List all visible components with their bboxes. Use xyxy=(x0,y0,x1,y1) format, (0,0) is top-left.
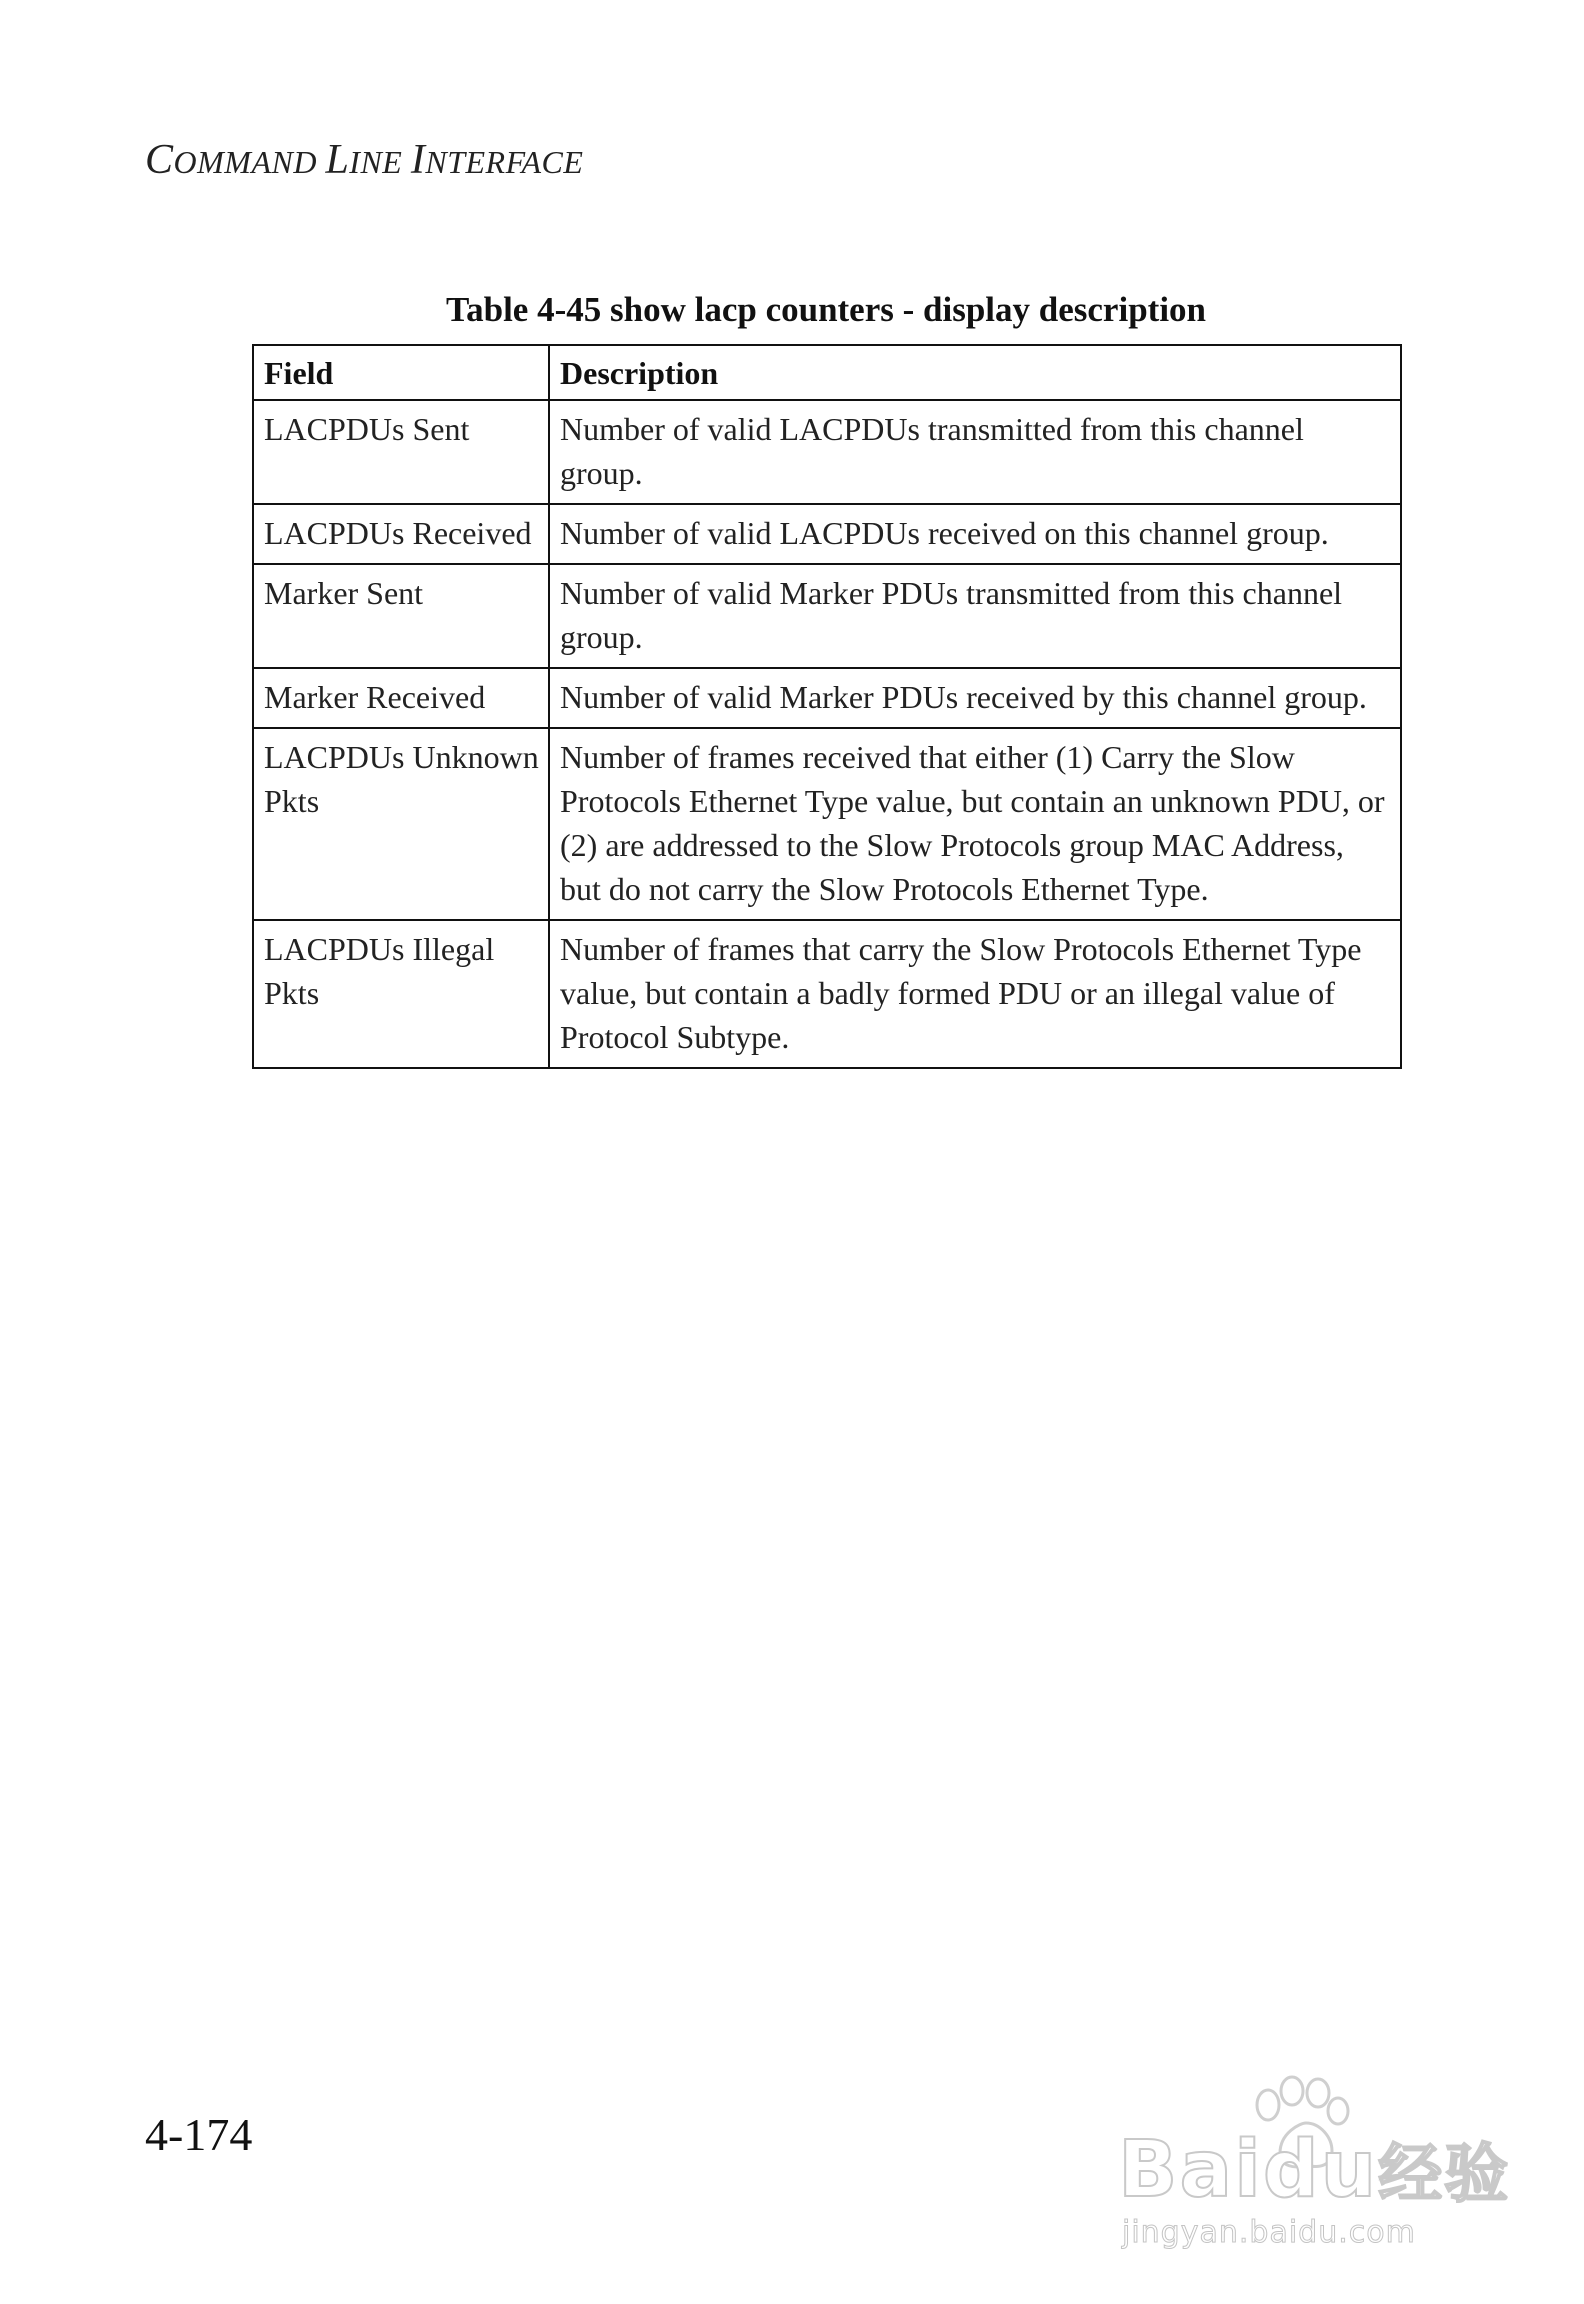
field-cell: LACPDUs Unknown Pkts xyxy=(253,728,549,920)
table-row xyxy=(253,728,1401,920)
running-header-word-3: INTERFACE xyxy=(410,137,584,183)
table-row xyxy=(253,400,1401,504)
table-row xyxy=(253,920,1401,1068)
field-cell: Marker Sent xyxy=(253,564,549,668)
running-header xyxy=(145,136,583,184)
description-table xyxy=(252,344,1402,1069)
field-cell: LACPDUs Illegal Pkts xyxy=(253,920,549,1068)
baidu-jingyan-watermark xyxy=(1110,2075,1511,2250)
table-header-row xyxy=(253,345,1401,400)
watermark-site: jingyan.baidu.com xyxy=(1122,2215,1416,2250)
description-cell: Number of valid Marker PDUs transmitted from this channel group. xyxy=(549,564,1401,668)
table-row xyxy=(253,668,1401,728)
description-cell: Number of valid Marker PDUs received by this channel group. xyxy=(549,668,1401,728)
watermark-brand-du: du xyxy=(1262,2125,1379,2215)
table-row xyxy=(253,564,1401,668)
watermark-brand xyxy=(1118,2123,1510,2215)
description-cell: Number of frames that carry the Slow Protocols Ethernet Type value, but contain a badly formed PDU or an illegal value of Protocol Subtype. xyxy=(549,920,1401,1068)
column-header-description: Description xyxy=(549,345,1401,400)
table-row xyxy=(253,504,1401,564)
field-cell: LACPDUs Received xyxy=(253,504,549,564)
description-cell: Number of frames received that either (1) Carry the Slow Protocols Ethernet Type value, but contain an unknown PDU, or (2) are addressed to the Slow Protocols group MAC Address, but do not carry the Slow Protocols Ethernet Type. xyxy=(549,728,1401,920)
watermark-brand-cn: 经验 xyxy=(1378,2138,1511,2212)
description-cell: Number of valid LACPDUs received on this channel group. xyxy=(549,504,1401,564)
page-number: 4-174 xyxy=(145,2109,253,2160)
running-header-word-2: LINE xyxy=(325,137,411,183)
field-cell: Marker Received xyxy=(253,668,549,728)
field-cell: LACPDUs Sent xyxy=(253,400,549,504)
table-caption: Table 4-45 show lacp counters - display description xyxy=(445,290,1207,329)
column-header-field: Field xyxy=(253,345,549,400)
description-cell: Number of valid LACPDUs transmitted from this channel group. xyxy=(549,400,1401,504)
running-header-word-1: COMMAND xyxy=(145,137,326,183)
watermark-brand-bai: Bai xyxy=(1118,2125,1263,2215)
